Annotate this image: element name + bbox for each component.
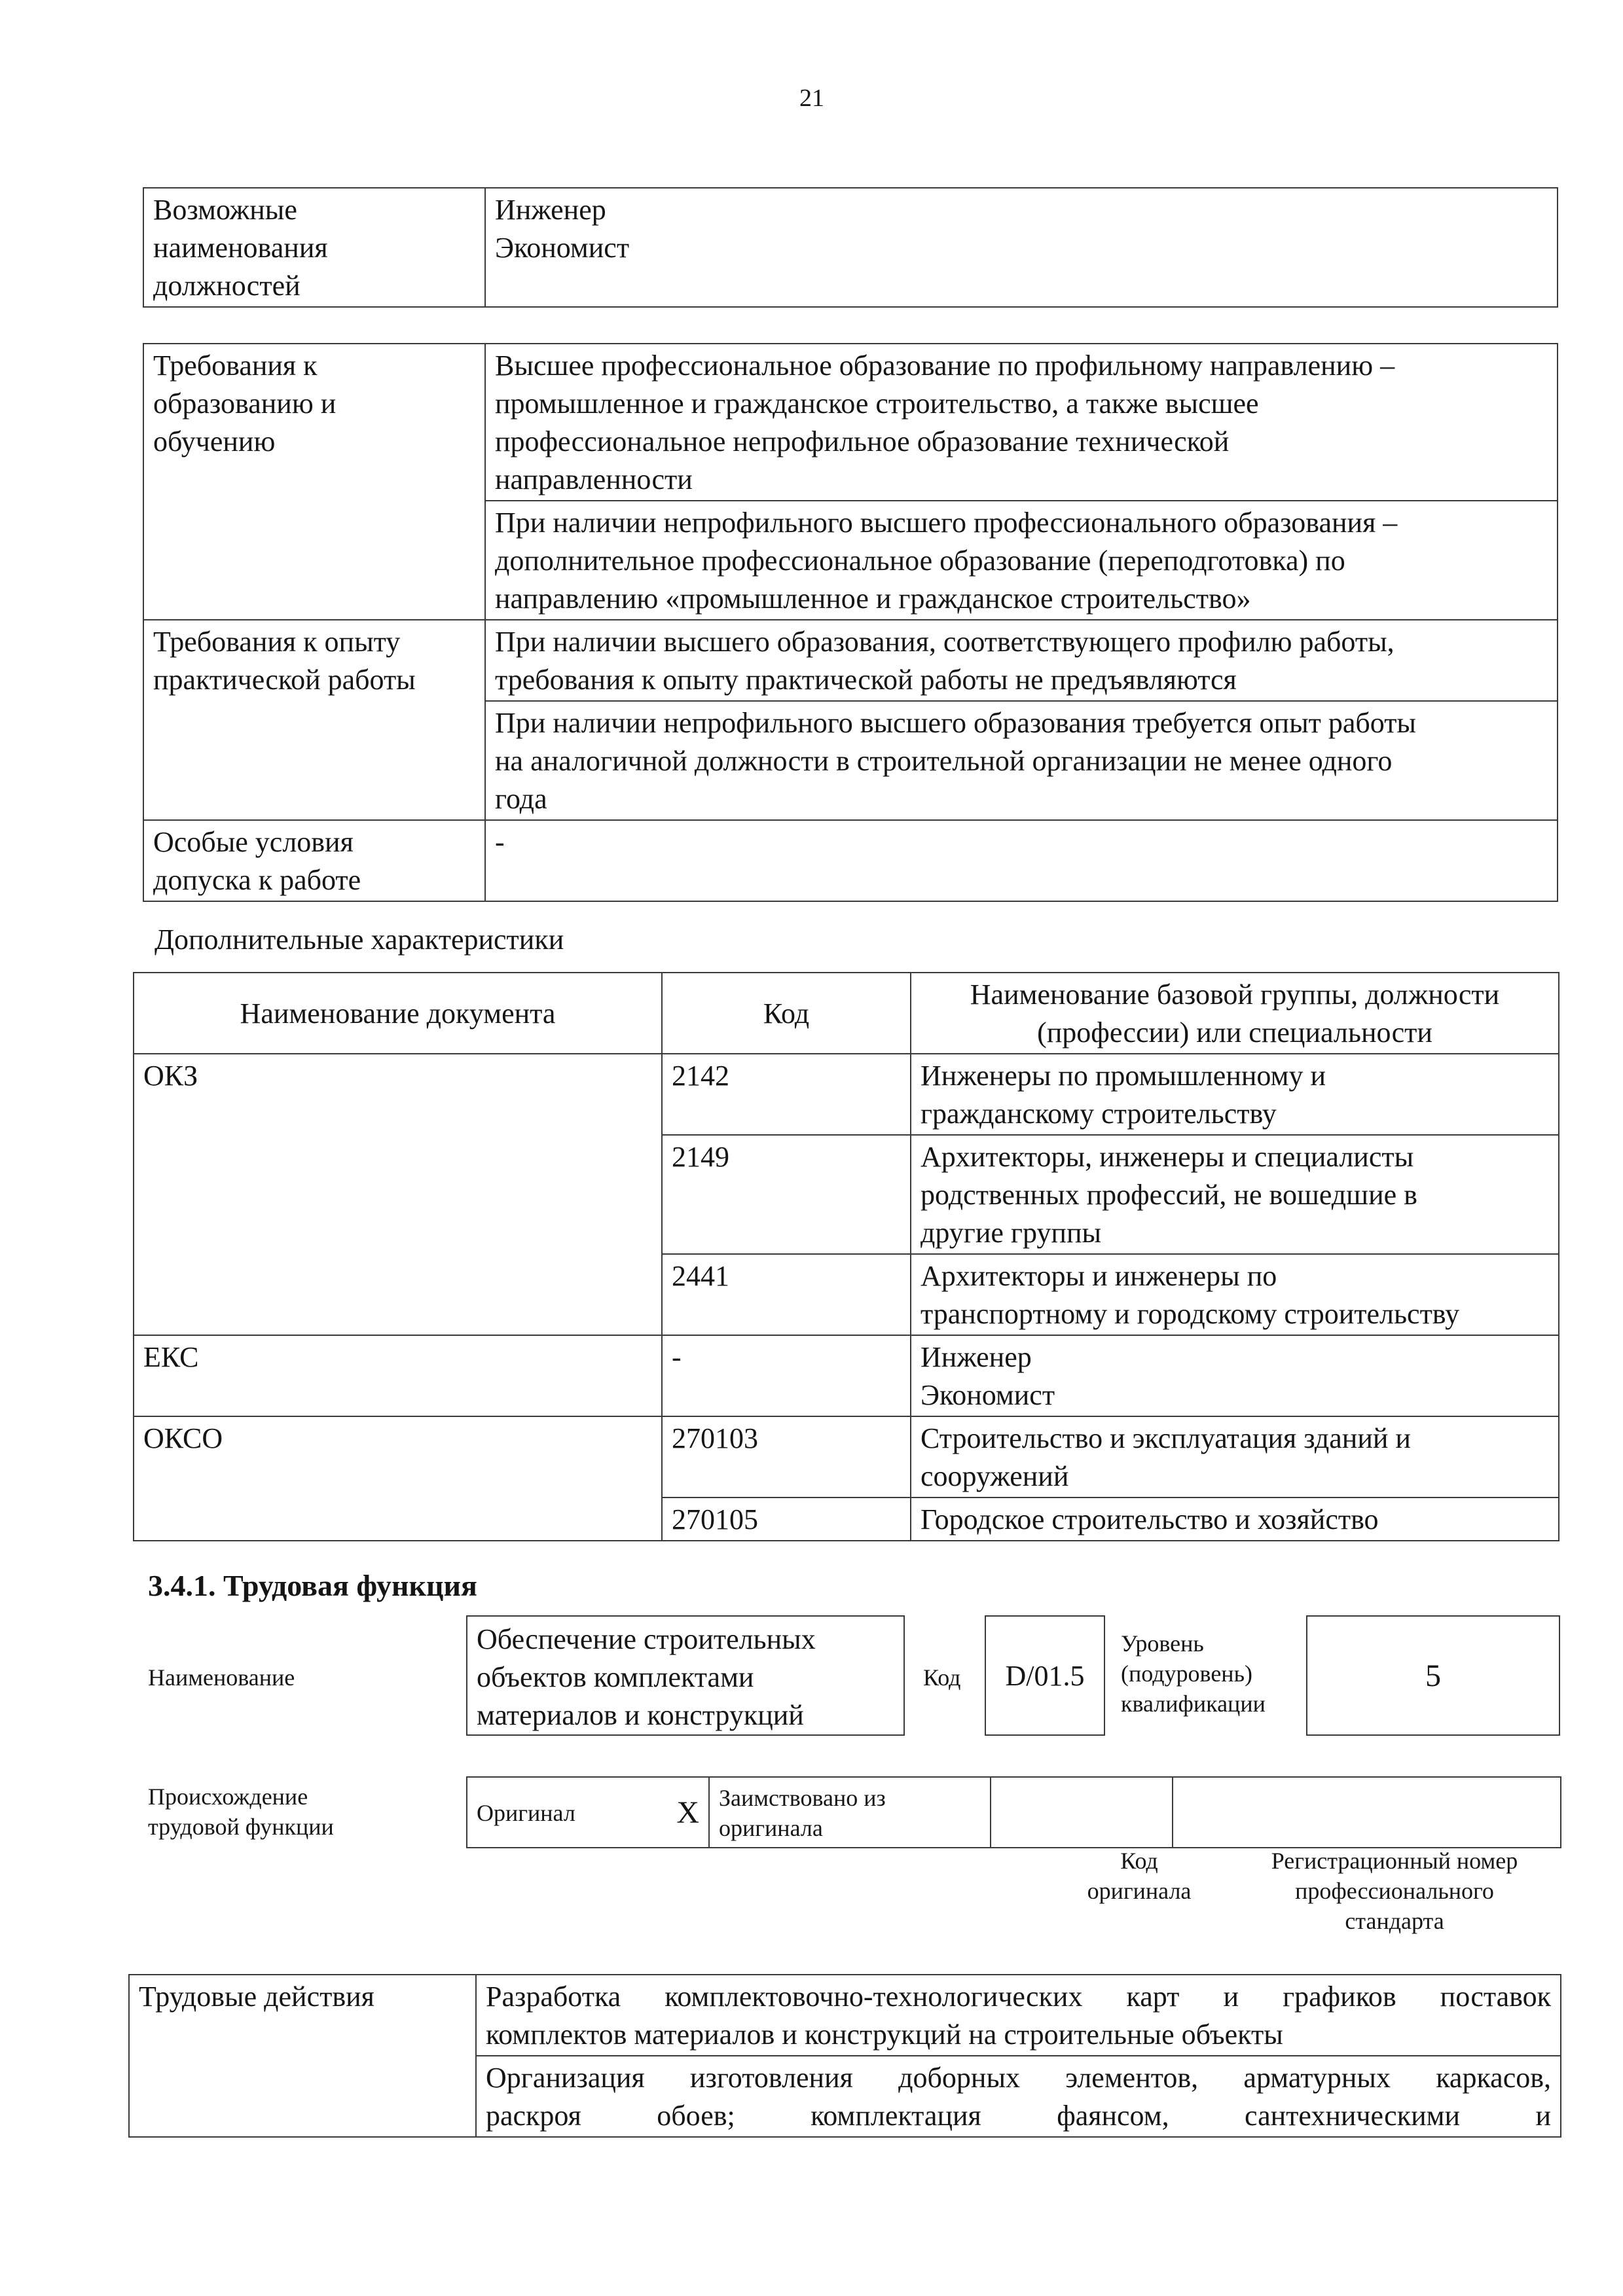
positions-label: Возможные наименования должностей [143,188,485,307]
code-cell: - [662,1335,911,1416]
code-cell: 2441 [662,1254,911,1335]
education-text-2: При наличии непрофильного высшего профессионального образования – дополнительное профессиональное образование (переподготовка) по направлению «промышленное и гражданское строительство» [485,501,1558,620]
code-cell: 2142 [662,1054,911,1135]
code-label: Код [923,1664,961,1691]
function-code-box: D/01.5 [985,1615,1105,1736]
doc-eks: ЕКС [134,1335,662,1416]
experience-text-1: При наличии высшего образования, соответствующего профилю работы, требования к опыту практической работы не предъявляются [485,620,1558,701]
code-cell: 2149 [662,1135,911,1254]
doc-okz: ОКЗ [134,1054,662,1335]
code-cell: 270105 [662,1498,911,1541]
group-name-cell: Городское строительство и хозяйство [911,1498,1559,1541]
special-conditions-label: Особые условия допуска к работе [143,820,485,901]
education-text-1: Высшее профессиональное образование по профильному направлению – промышленное и гражданское строительство, а также высшее профессиональное непрофильное образование технической направленности [485,344,1558,501]
extra-characteristics-table [133,972,1559,1541]
origin-label: Происхождение трудовой функции [148,1784,334,1840]
header-document-name: Наименование документа [134,973,662,1054]
positions-table [143,187,1558,308]
labor-actions-label: Трудовые действия [129,1975,476,2137]
group-name-cell: Архитекторы, инженеры и специалисты родственных профессий, не вошедшие в другие группы [911,1135,1559,1254]
experience-text-2: При наличии непрофильного высшего образования требуется опыт работы на аналогичной должности в строительной организации не менее одного года [485,701,1558,820]
code-original-caption: Код оригинала [1087,1848,1192,1904]
code-cell: 270103 [662,1416,911,1498]
function-name-box: Обеспечение строительных объектов комплектами материалов и конструкций [466,1615,905,1736]
section-heading: 3.4.1. Трудовая функция [148,1569,477,1602]
group-name-cell: Архитекторы и инженеры по транспортному и городскому строительству [911,1254,1559,1335]
extra-characteristics-title: Дополнительные характеристики [155,924,564,956]
page-number: 21 [799,84,824,112]
borrowed-label: Заимствовано из оригинала [709,1777,991,1848]
header-group-name: Наименование базовой группы, должности (профессии) или специальности [911,973,1559,1054]
education-label: Требования к образованию и обучению [143,344,485,620]
original-code-cell [991,1777,1173,1848]
doc-okso: ОКСО [134,1416,662,1541]
labor-action-item: Разработка комплектовочно-технологических карт и графиков поставок комплектов материалов и конструкций на строительные объекты [476,1975,1561,2056]
original-label: Оригинал [467,1777,621,1848]
level-value-box: 5 [1306,1615,1560,1736]
name-label: Наименование [148,1664,295,1691]
group-name-cell: Инженеры по промышленному и гражданскому строительству [911,1054,1559,1135]
registration-number-caption: Регистрационный номер профессионального стандарта [1271,1848,1518,1934]
registration-number-cell [1173,1777,1561,1848]
group-name-cell: Строительство и эксплуатация зданий и сооружений [911,1416,1559,1498]
special-conditions-value: - [485,820,1558,901]
header-code: Код [662,973,911,1054]
labor-action-item: Организация изготовления доборных элементов, арматурных каркасов, раскроя обоев; комплектация фаянсом, сантехническими и [476,2056,1561,2137]
group-name-cell: Инженер Экономист [911,1335,1559,1416]
level-label: Уровень (подуровень) квалификации [1121,1630,1266,1717]
labor-actions-table [128,1974,1561,2138]
requirements-table [143,343,1558,902]
experience-label: Требования к опыту практической работы [143,620,485,820]
positions-values: Инженер Экономист [485,188,1558,307]
original-mark: X [621,1777,709,1848]
origin-table [466,1776,1561,1848]
